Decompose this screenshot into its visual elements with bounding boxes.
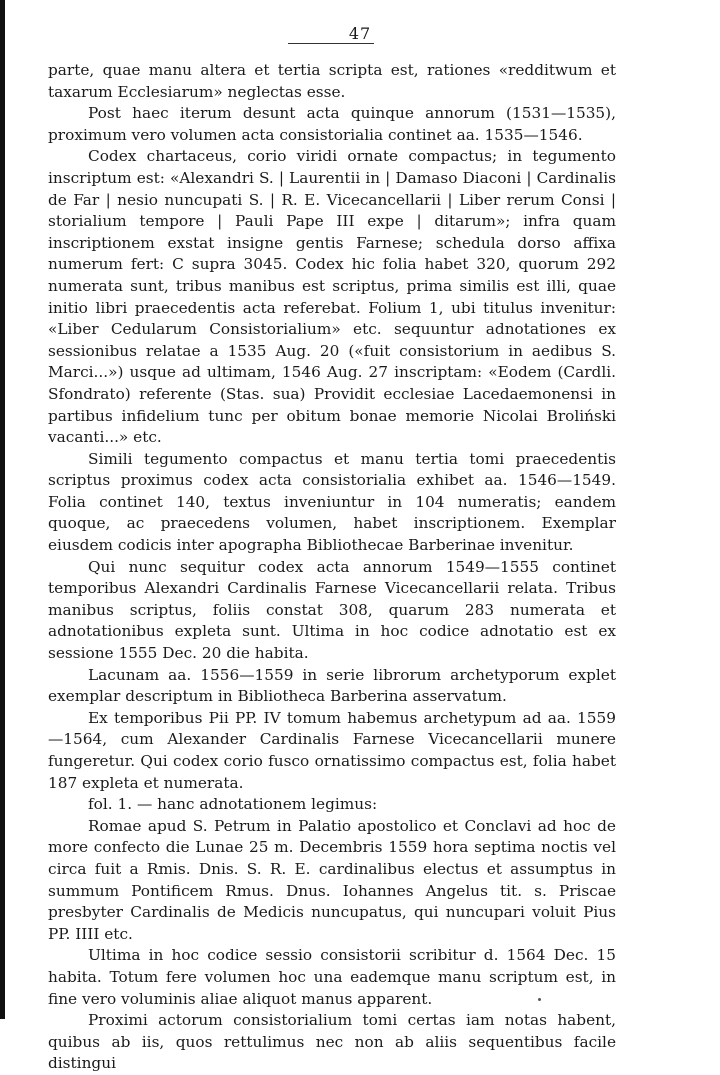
page-number: 47 (348, 24, 372, 43)
paragraph: fol. 1. — hanc adnotationem legimus: (88, 795, 378, 814)
body-text (48, 60, 616, 1075)
paragraph: Simili tegumento compactus et manu tertia tomi praecedentis scriptus proximus codex acta consistorialia exhibet aa. 1546—1549. Folia continet 140, textus inveniuntur in 104 numeratis; eandem quoque, ac praecedens volumen, habet inscriptionem. Exemplar eiusdem codicis inter apographa Bibliothecae Barberinae invenitur. (48, 449, 616, 555)
print-speck (538, 998, 541, 1001)
paragraph: parte, quae manu altera et tertia scripta est, rationes «redditwum et taxarum Ecclesiarum» neglectas esse. (48, 61, 616, 101)
page-number-rule (288, 43, 374, 44)
paragraph: Lacunam aa. 1556—1559 in serie librorum archetyporum explet exemplar descriptum in Bibliotheca Barberina asservatum. (48, 665, 616, 706)
binding-edge (0, 0, 5, 1019)
paragraph: Romae apud S. Petrum in Palatio apostolico et Conclavi ad hoc de more confecto die Lunae 25 m. Decembris 1559 hora septima noctis vel circa fuit a Rmis. Dnis. S. R. E. cardinalibus electus et assumptus in summum Pontificem Rmus. Dnus. Iohannes Angelus tit. s. Priscae presbyter Cardinalis de Medicis nuncupatus, qui nuncupari voluit Pius PP. IIII etc. (48, 816, 616, 943)
paragraph: Qui nunc sequitur codex acta annorum 1549—1555 continet temporibus Alexandri Cardinalis Farnese Vicecancellarii relata. Tribus manibus scriptus, foliis constat 308, quarum 283 numerata et adnotationibus expleta sunt. Ultima in hoc codice adnotatio est ex sessione 1555 Dec. 20 die habita. (48, 557, 616, 663)
paragraph: Proximi actorum consistorialium tomi certas iam notas habent, quibus ab iis, quos rettulimus nec non ab aliis sequentibus facile distingui (48, 1011, 616, 1073)
paragraph: Codex chartaceus, corio viridi ornate compactus; in tegumento inscriptum est: «Alexandri S. | Laurentii in | Damaso Diaconi | Cardinalis de Far | nesio nuncupati S. | R. E. Vicecancellarii | Liber rerum Consi | storialium tempore | Pauli Pape III expe | ditarum»; infra quam inscriptionem exstat insigne gentis Farnese; schedula dorso affixa numerum fert: C supra 3045. Codex hic folia habet 320, quorum 292 numerata sunt, tribus manibus est scriptus, prima similis est illi, quae initio libri praecedentis acta referebat. Folium 1, ubi titulus invenitur: «Liber Cedularum Consistorialium» etc. sequuntur adnotationes ex sessionibus relatae a 1535 Aug. 20 («fuit consistorium in aedibus S. Marci...») usque ad ultimam, 1546 Aug. 27 inscriptam: «Eodem (Cardli. Sfondrato) referente (Stas. sua) Providit ecclesiae Lacedaemonensi in partibus infidelium tunc per obitum bonae memorie Nicolai Broliński vacanti...» etc. (48, 147, 616, 447)
paragraph: Ultima in hoc codice sessio consistorii scribitur d. 1564 Dec. 15 habita. Totum fere volumen hoc una eademque manu scriptum est, in fine vero voluminis aliae aliquot manus apparent. (48, 946, 616, 1008)
paragraph: Ex temporibus Pii PP. IV tomum habemus archetypum ad aa. 1559—1564, cum Alexander Cardinalis Farnese Vicecancellarii munere fungeretur. Qui codex corio fusco ornatissimo compactus est, folia habet 187 expleta et numerata. (48, 708, 616, 792)
paragraph: Post haec iterum desunt acta quinque annorum (1531—1535), proximum vero volumen acta consistorialia continet aa. 1535—1546. (48, 104, 616, 144)
